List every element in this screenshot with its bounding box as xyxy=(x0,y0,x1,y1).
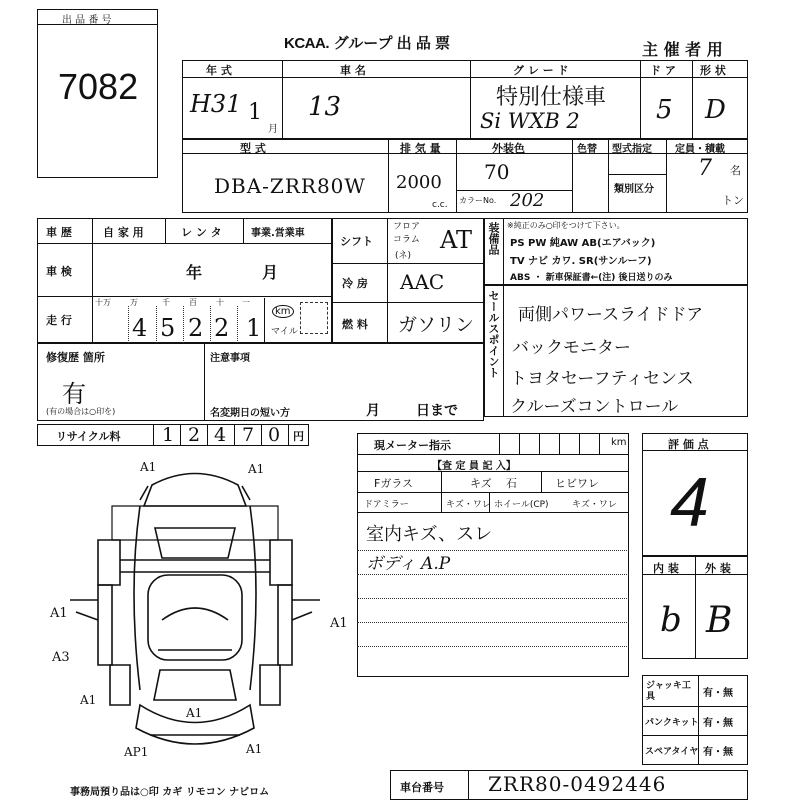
overall-score: 4 xyxy=(670,463,709,541)
shape-value: D xyxy=(705,95,726,125)
displacement-value: 2000 xyxy=(396,172,442,193)
exterior-grade: B xyxy=(706,600,733,641)
mile-unit: マイル xyxy=(271,327,298,337)
interior-label: 内 装 xyxy=(653,562,679,575)
ac-label: 冷 房 xyxy=(342,277,368,290)
color-no-label: カラーNo. xyxy=(459,196,497,205)
year-label: 年 式 xyxy=(206,64,232,77)
door-label: ド ア xyxy=(650,64,676,77)
load-unit: トン xyxy=(722,194,744,207)
notes-label: 注意事項 xyxy=(210,353,250,364)
grade-label: グ レ ー ド xyxy=(513,64,569,77)
business-use-option: 事業.営業車 xyxy=(251,228,305,239)
rename-day: 日まで xyxy=(416,403,458,419)
doors-value: 5 xyxy=(656,95,673,125)
equipment-label: 装備品 xyxy=(487,222,500,255)
model-value: DBA-ZRR80W xyxy=(214,174,366,198)
odometer-digit: 2 xyxy=(214,314,230,342)
inspector-note: 室内キズ、スレ xyxy=(366,524,493,545)
repair-history-note: (有の場合は○印を) xyxy=(46,407,116,416)
recycle-digit: 0 xyxy=(268,424,281,446)
shift-floor-option: フロア xyxy=(393,222,421,232)
chip-option: 石 xyxy=(506,477,517,490)
shape-label: 形 状 xyxy=(700,64,726,77)
category-label: 類別区分 xyxy=(614,184,654,195)
puncture-kit-availability: 有・無 xyxy=(703,718,733,729)
inspection-year-unit: 年 xyxy=(186,263,203,282)
damage-mark: A3 xyxy=(52,650,70,665)
inspector-section-title: 【査 定 員 記 入】 xyxy=(432,461,516,472)
year-value: 1 xyxy=(248,100,262,125)
spare-tire-availability: 有・無 xyxy=(703,747,733,758)
sales-point-item: バックモニター xyxy=(512,338,631,358)
odometer-digit: 2 xyxy=(188,314,204,342)
rename-label: 名変期日の短い方 xyxy=(210,408,290,419)
equipment-note: ※純正のみ○印をつけて下さい。 xyxy=(507,221,625,230)
odometer-digit: 1 xyxy=(246,314,262,342)
form-title xyxy=(284,32,450,53)
sales-point-item: 両側パワースライドドア xyxy=(518,305,704,325)
mirror-damage-options: キズ・ワレ xyxy=(446,500,491,510)
odometer-digit: 4 xyxy=(132,314,148,342)
windshield-label: Fガラス xyxy=(374,477,413,490)
mileage-box xyxy=(300,302,328,334)
wheel-damage-options: キズ・ワレ xyxy=(572,500,617,510)
chassis-number: ZRR80-0492446 xyxy=(488,772,667,796)
rename-month: 月 xyxy=(366,403,380,419)
ext-color-label: 外装色 xyxy=(492,142,525,155)
odometer-digit-label: 十万 xyxy=(95,298,111,307)
odometer-digit: 5 xyxy=(160,314,176,342)
equipment-line-2: TV ナビ カワ. SR(サンルーフ) xyxy=(510,256,652,267)
shift-column-option: コラム xyxy=(393,235,420,245)
inspector-note: ボディ A.P xyxy=(366,554,451,574)
cc-unit: c.c. xyxy=(432,200,448,210)
odometer-digit-label: 千 xyxy=(162,298,170,307)
km-unit-circled: km xyxy=(272,305,294,318)
era-value: H31 xyxy=(190,90,242,118)
mileage-label: 走 行 xyxy=(46,314,72,327)
crack-option: ヒビワレ xyxy=(555,477,599,490)
lot-number-label: 出 品 番 号 xyxy=(62,15,112,26)
rental-option: レ ン タ xyxy=(181,226,222,239)
recycle-digit: 7 xyxy=(242,424,255,446)
puncture-kit-label: パンクキット xyxy=(645,718,699,728)
odometer-digit-label: 百 xyxy=(189,298,197,307)
repair-history-value: 有 xyxy=(62,380,86,408)
damage-mark: A1 xyxy=(330,616,348,631)
odometer-digit-label: 万 xyxy=(130,298,138,307)
shift-value: AT xyxy=(440,226,473,254)
damage-mark: A1 xyxy=(186,706,203,720)
grade-line-2: Si WXB 2 xyxy=(480,109,580,133)
meter-label: 現メーター指示 xyxy=(374,439,451,452)
inspection-label: 車 検 xyxy=(46,265,72,278)
damage-mark: AP1 xyxy=(124,745,149,759)
jack-availability: 有・無 xyxy=(703,688,733,699)
recycle-digit: 4 xyxy=(214,424,227,446)
damage-mark: A1 xyxy=(248,462,265,476)
exterior-label: 外 装 xyxy=(705,562,731,575)
equipment-line-1: PS PW 純AW AB(エアバック) xyxy=(510,238,656,249)
model-label: 型 式 xyxy=(240,142,266,155)
office-items-note: 事務局預り品は○印 カギ リモコン ナビロム xyxy=(70,787,270,798)
recycle-label: リサイクル料 xyxy=(56,430,121,443)
interior-grade: b xyxy=(660,600,682,640)
displacement-label: 排 気 量 xyxy=(400,142,441,155)
brand-logo: KCAA xyxy=(284,35,326,52)
sales-point-item: クルーズコントロール xyxy=(510,397,679,417)
mirror-label: ドアミラー xyxy=(364,500,409,510)
car-name-label: 車 名 xyxy=(340,64,366,77)
scratch-option: キズ xyxy=(470,477,492,490)
grade-line-1: 特別仕様車 xyxy=(496,85,607,110)
lot-number: 7082 xyxy=(58,66,139,107)
shift-other-option: (ネ) xyxy=(395,251,412,261)
inspection-month-unit: 月 xyxy=(262,263,279,282)
capacity-value: 7 xyxy=(698,156,712,181)
wheel-label: ホイール(CP) xyxy=(494,500,549,510)
recycle-digit: 2 xyxy=(188,424,201,446)
sales-point-item: トヨタセーフティセンス xyxy=(510,369,694,389)
equipment-line-3: ABS ・ 新車保証書←(注) 後日送りのみ xyxy=(510,273,673,283)
form-title-text: . グループ 出 品 票 xyxy=(325,35,450,52)
spare-tire-label: スペアタイヤ xyxy=(645,747,699,757)
ext-color-value: 70 xyxy=(484,160,510,184)
odometer-digit-label: 十 xyxy=(216,298,224,307)
fuel-value: ガソリン xyxy=(398,314,475,336)
damage-mark: A1 xyxy=(80,693,97,707)
meter-unit: km xyxy=(611,437,627,448)
shift-label: シフト xyxy=(340,235,373,248)
damage-mark: A1 xyxy=(246,742,263,756)
fuel-label: 燃 料 xyxy=(342,318,368,331)
chassis-label: 車台番号 xyxy=(400,781,444,794)
damage-mark: A1 xyxy=(140,460,157,474)
score-label: 評 価 点 xyxy=(668,438,709,451)
type-designation-label: 型式指定 xyxy=(612,144,652,155)
ac-value: AAC xyxy=(400,270,445,294)
damage-mark: A1 xyxy=(50,606,68,621)
capacity-unit: 名 xyxy=(730,164,741,177)
month-unit: 月 xyxy=(268,124,278,135)
odometer-digit-label: 一 xyxy=(242,298,250,307)
recycle-digit: 1 xyxy=(162,424,175,446)
repair-history-label: 修復歴 箇所 xyxy=(46,351,105,364)
history-label: 車 歴 xyxy=(46,226,72,239)
private-use-option: 自 家 用 xyxy=(103,226,144,239)
capacity-label: 定員・積載 xyxy=(675,144,725,155)
organizer-label: 主 催 者 用 xyxy=(642,40,723,59)
color-change-label: 色替 xyxy=(577,144,597,155)
color-no-value: 202 xyxy=(510,190,545,211)
sales-points-label: セールスポイント xyxy=(487,290,500,378)
recycle-unit: 円 xyxy=(293,430,304,443)
jack-label: ジャッキ工具 xyxy=(646,681,691,702)
car-name-value: 13 xyxy=(308,92,342,122)
